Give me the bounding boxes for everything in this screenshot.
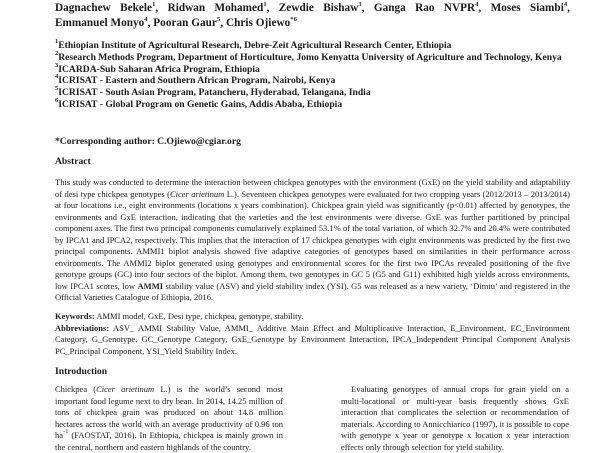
introduction-heading: Introduction: [55, 366, 108, 377]
author: Dagnachew Bekele$^1$: [55, 1, 156, 14]
author-list: [55, 1, 570, 31]
author: Pooran Gaur$^5$: [153, 16, 221, 29]
affiliation: $^2$Research Methods Program, Department of Horticulture, Jomo Kenyatta University of Agriculture and Technology, Kenya: [55, 49, 562, 63]
affiliation-list: [55, 40, 570, 111]
affiliation: $^1$Ethiopian Institute of Agricultural Research, Debre-Zeit Agricultural Research Center, Ethiopia: [55, 38, 452, 51]
keywords-section: [55, 311, 570, 357]
author: Chris Ojiewo$^{*6}$: [225, 16, 297, 29]
abbreviations: Abbreviations: ASV_ AMMI Stability Value, AMMI_ Additive Main Effect and Multiplicative Interaction, E_Environment, EC_Environment Category, G_Genotype, GC_Genotype Category, GxE_Genotype by Environment Interaction, IPCA_Independent Principal Component Analysis PC_Principal Component, YSI_Yield Stability Index.: [55, 322, 570, 356]
author: Emmanuel Monyo$^4$: [55, 16, 148, 29]
author: Ridwan Mohamed$^1$: [167, 1, 267, 14]
affiliation: $^6$ICRISAT - Global Program on Genetic Gains, Addis Ababa, Ethiopia: [55, 96, 343, 110]
corresponding-author: *Corresponding author: C.Ojiewo@cgiar.org: [55, 136, 241, 147]
author: Zewdie Bishaw$^3$: [278, 1, 362, 14]
author-line-1: Dagnachew Bekele$^1$, Ridwan Mohamed$^1$, Zewdie Bishaw$^3$, Ganga Rao NVPR$^4$, Moses Siambi$^4$,: [55, 1, 571, 14]
abstract-heading: Abstract: [55, 156, 91, 167]
keywords: Keywords: AMMI model, GxE, Desi type, chickpea, genotype, stability.: [55, 311, 304, 321]
affiliation: $^5$ICRISAT - South Asian Program, Patancheru, Hyderabad, Telangana, India: [55, 85, 371, 99]
affiliation: $^3$ICARDA-Sub Saharan Africa Program, Ethiopia: [55, 61, 260, 75]
author: Ganga Rao NVPR$^4$: [373, 1, 479, 14]
author: Moses Siambi$^4$: [490, 1, 568, 14]
introduction-left-column: Chickpea (Cicer arietinum L.) is the world’s second most important food legume next to dry bean. In 2014, 14.25 million of tons of chickpea grain was produced on about 14.8 million hectares across the world with an average productivity of 0.96 ton $ha^{-1}$ (FAOSTAT, 2016). In Ethiopia, chickpea is mainly grown in the central, northern and eastern highlands of the country.: [55, 384, 283, 452]
affiliation: $^4$ICRISAT - Eastern and Southern African Program, Nairobi, Kenya: [55, 73, 336, 87]
introduction-right-column: Evaluating genotypes of annual crops for grain yield on a multi-locational or multi-year basis frequently shows GxE interaction that complicates the selection or recommendation of materials. According to Annicchiarico (1997), it is possible to cope with genotype x year or genotype x location x year interaction effects only through selection for yield stability.: [341, 384, 569, 452]
author-line-2: Emmanuel Monyo$^4$, Pooran Gaur$^5$, Chris Ojiewo$^{*6}$: [55, 16, 297, 29]
abstract-body: This study was conducted to determine the interaction between chickpea genotypes with the environment (GxE) on the yield stability and adaptability of desi type chickpea genotypes (Cicer arietinum L.). Seventeen chickpea genotypes were evaluated for two cropping years (2012/2013 – 2013/2014) at four locations i.e., eight environments (locations x years combination). Chickpea grain yield was significantly (p<0.01) affected by genotypes, the environments and GxE interaction, indicating that the varieties and the test environments were diverse. GxE was further partitioned by principal component axes. The first two principal components cumulatively explained 53.1% of the total variation, of which 32.7% and 20.4% were contributed by IPCA1 and IPCA2, respectively. This implies that the interaction of 17 chickpea genotypes with eight environments was predicted by the first two principal components. AMMI1 biplot analysis showed five adaptive categories of genotypes based on similarities in their performance across environments. The AMMI2 biplot generated using genotypes and environmental scores for the first two IPCAs revealed positioning of the five genotype groups (GC) into four sectors of the biplot. Among them, two genotypes in GC 5 (G5 and G11) exhibited high yields across environments, low IPCA1 scores, low AMMI stability value (ASV) and yield stability index (YSI). G5 was released as a new variety, ‘Dimtu’ and registered in the Official Varieties Catalogue of Ethiopia, 2016.: [55, 177, 570, 302]
